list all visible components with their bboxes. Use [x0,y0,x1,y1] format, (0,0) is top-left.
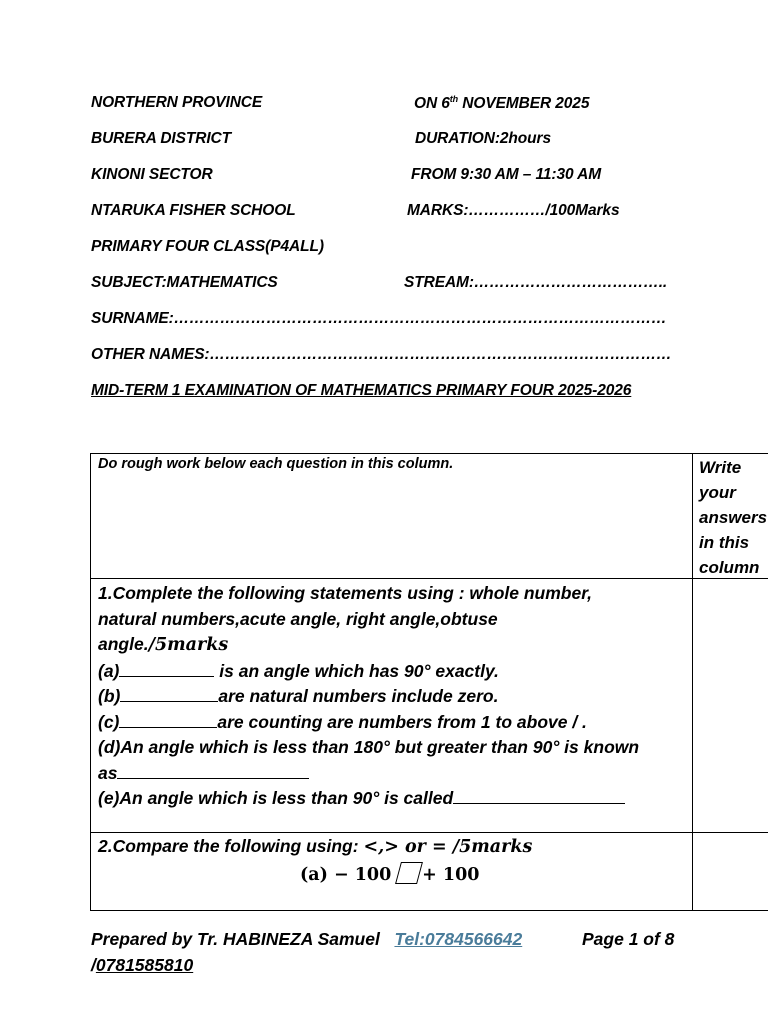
row-divider [91,832,768,833]
class-label: PRIMARY FOUR CLASS(P4ALL) [91,238,324,255]
question-2: 2.Compare the following using: <,> or = /5marks [98,836,533,857]
tel-link[interactable]: Tel:0784566642 [394,929,523,949]
prepared-by: Prepared by Tr. HABINEZA Samuel [91,929,380,949]
stream-field: STREAM:……………………………….. [404,274,668,291]
subject-label: SUBJECT:MATHEMATICS [91,274,278,291]
question-1d: (d)An angle which is less than 180° but greater than 90° is known [98,737,640,757]
exam-date: ON 6th NOVEMBER 2025 [414,94,590,113]
question-1b: (b) are natural numbers include zero. [98,686,499,706]
other-names-field: OTHER NAMES:……………………………………………………………………………… [91,346,672,363]
footer-line [91,929,522,950]
second-phone: /0781585810 [91,955,194,975]
answer-column-header: Write your answers in this column [699,458,768,577]
page-number: Page 1 of 8 [582,929,675,949]
sector-label: KINONI SECTOR [91,166,213,183]
marks-field: MARKS:……………/100Marks [407,202,620,219]
questions-table [90,453,768,911]
rough-work-header: Do rough work below each question in this column. [98,456,454,472]
comparison-box [395,862,423,884]
question-1: 1.Complete the following statements using : whole number, natural numbers,acute angle, right angle,obtuse angle./5marks (a) is an angle which has 90° exactly. (b) are natural numbers include zero. (c) are counting are numbers from 1 to above / . (d)An angle which is less than 180° but greater than 90° is known as (e)An angle which is less than 90° is called [98,581,639,812]
exam-time: FROM 9:30 AM – 11:30 AM [411,166,602,183]
exam-duration: DURATION:2hours [415,130,551,147]
province-label: NORTHERN PROVINCE [91,94,263,111]
question-1a: (a) is an angle which has 90° exactly. [98,660,499,681]
question-1e: (e)An angle which is less than 90° is called [98,786,639,812]
district-label: BURERA DISTRICT [91,130,232,147]
question-1c: (c) are counting are numbers from 1 to above / . [98,711,587,732]
surname-field: SURNAME:…………………………………………………………………………………… [91,310,667,327]
school-label: NTARUKA FISHER SCHOOL [91,202,296,219]
column-divider [692,454,693,910]
exam-title: MID-TERM 1 EXAMINATION OF MATHEMATICS PRIMARY FOUR 2025-2026 [91,382,632,399]
row-divider [91,578,768,579]
question-2a: (a) − 100 + 100 [300,862,479,889]
